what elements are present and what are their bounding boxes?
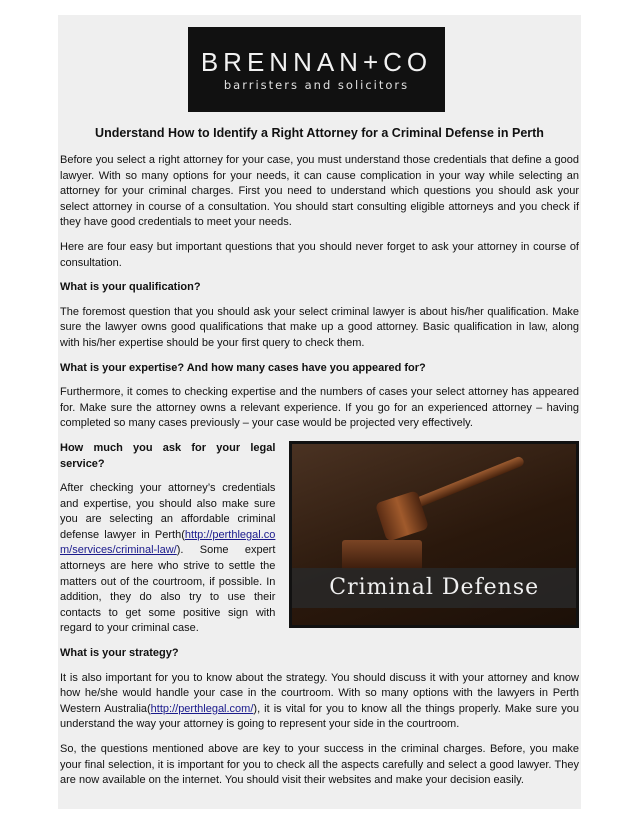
answer-fee-text-2: ). Some expert attorneys are here who strive to settle the matters out of the courtroom, if possible. In addition, they do also try to use their contacts to get some positive sign with regard to your criminal case. <box>60 544 276 635</box>
answer-qualification: The foremost question that you should ask your select criminal lawyer is about his/her qualification. Make sure the lawyer owns good qualifications that make up a good attorney. Basic qualification in law, along with his/her expertise should be your first query to check them. <box>60 305 579 349</box>
question-fee: How much you ask for your legal service? <box>60 441 276 470</box>
question-expertise: What is your expertise? And how many cases have you appeared for? <box>60 361 426 374</box>
criminal-defense-image <box>289 441 579 628</box>
question-qualification: What is your qualification? <box>60 281 201 294</box>
image-caption: Criminal Defense <box>292 568 576 608</box>
answer-strategy-text-2: ), it is vital for you to know all the things properly. Make sure you understand the way your attorney is going to represent your side in the courtroom. <box>60 702 579 731</box>
logo-tagline: barristers and solicitors <box>223 77 410 92</box>
gavel-sound-block <box>342 540 422 570</box>
perthlegal-link[interactable]: http://perthlegal.com/ <box>150 702 254 715</box>
document-page <box>58 15 581 809</box>
fee-text-column <box>60 441 275 646</box>
answer-fee-text-1: After checking your attorney’s credentials and expertise, you should also make sure you are selecting an affordable criminal defense lawyer in Perth( <box>60 482 276 541</box>
question-strategy: What is your strategy? <box>60 647 179 660</box>
fee-section <box>60 441 579 646</box>
article-title: Understand How to Identify a Right Attorney for a Criminal Defense in Perth <box>95 126 544 140</box>
intro-paragraph-2: Here are four easy but important questions that you should never forget to ask your attorney in course of consultation. <box>60 240 579 269</box>
article-body <box>60 119 579 798</box>
answer-fee <box>60 481 275 637</box>
answer-strategy <box>60 671 579 733</box>
criminal-law-link[interactable]: http://perthlegal.com/services/criminal-law/ <box>60 528 276 557</box>
intro-paragraph-1: Before you select a right attorney for your case, you must understand those credentials that define a good lawyer. With so many options for your needs, it can cause complication in your way while selecting an attorney for your criminal charges. First you need to understand which questions you should ask your select attorney in course of a consultation. You should start consulting eligible attorneys and you check if they have good credentials to meet your needs. <box>60 154 579 229</box>
answer-strategy-text-1: It is also important for you to know about the strategy. You should discuss it with your attorney and know how he/she would handle your case in the courtroom. With so many options with the lawyers in Perth Western Australia( <box>60 671 579 715</box>
brennan-co-logo <box>188 27 445 112</box>
conclusion-paragraph: So, the questions mentioned above are key to your success in the criminal charges. Before, you make your final selection, it is important for you to check all the aspects carefully and select a good lawyer. They are now available on the internet. You should visit their websites and make your decision easily. <box>60 743 579 787</box>
logo-brand: BRENNAN+CO <box>200 46 433 77</box>
answer-expertise: Furthermore, it comes to checking expertise and the numbers of cases your select attorney has appeared for. Make sure the attorney owns a relevant experience. If you go for an experienced attorney – having completed so many cases previously – your case would be projected very effectively. <box>60 386 579 430</box>
